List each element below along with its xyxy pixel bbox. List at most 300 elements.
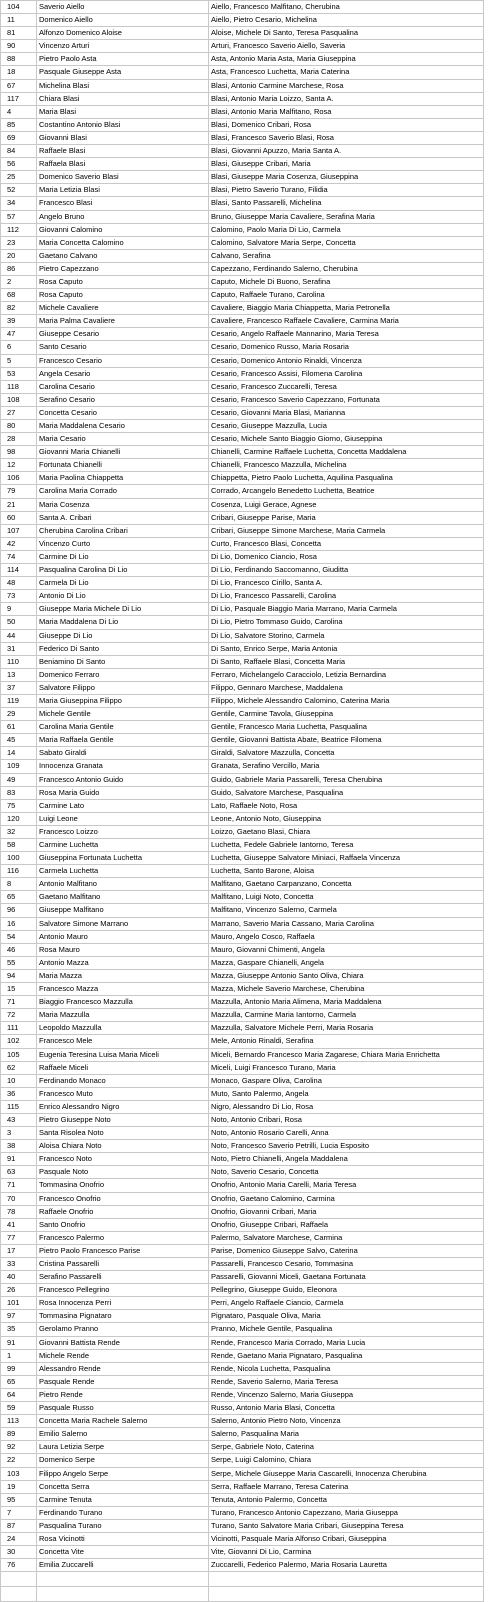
row-number-cell[interactable]: 78	[1, 1205, 37, 1218]
row-number-cell[interactable]: 9	[1, 603, 37, 616]
name-cell[interactable]: Emilia Zuccarelli	[37, 1559, 209, 1572]
parents-cell[interactable]: Blasi, Antonio Carmine Marchese, Rosa	[209, 79, 484, 92]
row-number-cell[interactable]: 103	[1, 1467, 37, 1480]
name-cell[interactable]: Tommasina Onofrio	[37, 1179, 209, 1192]
parents-cell[interactable]: Curto, Francesco Blasi, Concetta	[209, 537, 484, 550]
row-number-cell[interactable]: 46	[1, 943, 37, 956]
parents-cell[interactable]: Calomino, Salvatore Maria Serpe, Concetta	[209, 236, 484, 249]
row-number-cell[interactable]: 111	[1, 1022, 37, 1035]
name-cell[interactable]: Eugenia Teresina Luisa Maria Miceli	[37, 1048, 209, 1061]
row-number-cell[interactable]: 80	[1, 420, 37, 433]
parents-cell[interactable]: Muto, Santo Palermo, Angela	[209, 1087, 484, 1100]
parents-cell[interactable]: Luchetta, Giuseppe Salvatore Miniaci, Raffaela Vincenza	[209, 852, 484, 865]
name-cell[interactable]: Pasquale Russo	[37, 1402, 209, 1415]
row-number-cell[interactable]: 114	[1, 564, 37, 577]
parents-cell[interactable]: Tenuta, Antonio Palermo, Concetta	[209, 1493, 484, 1506]
parents-cell[interactable]: Di Lio, Francesco Cirillo, Santa A.	[209, 577, 484, 590]
row-number-cell[interactable]: 56	[1, 158, 37, 171]
row-number-cell[interactable]: 77	[1, 1231, 37, 1244]
name-cell[interactable]: Carmine Luchetta	[37, 839, 209, 852]
name-cell[interactable]: Pietro Capezzano	[37, 262, 209, 275]
name-cell[interactable]: Maria Cosenza	[37, 498, 209, 511]
row-number-cell[interactable]: 18	[1, 66, 37, 79]
parents-cell[interactable]: Di Lio, Ferdinando Saccomanno, Giuditta	[209, 564, 484, 577]
row-number-cell[interactable]: 16	[1, 917, 37, 930]
name-cell[interactable]: Pietro Rende	[37, 1388, 209, 1401]
row-number-cell[interactable]: 82	[1, 302, 37, 315]
name-cell[interactable]: Alfonzo Domenico Aloise	[37, 27, 209, 40]
name-cell[interactable]: Maria Concetta Calomino	[37, 236, 209, 249]
parents-cell[interactable]: Di Lio, Domenico Ciancio, Rosa	[209, 550, 484, 563]
parents-cell[interactable]: Onofrio, Giuseppe Cribari, Raffaela	[209, 1218, 484, 1231]
row-number-cell[interactable]: 21	[1, 498, 37, 511]
parents-cell[interactable]: Palermo, Salvatore Marchese, Carmina	[209, 1231, 484, 1244]
parents-cell[interactable]: Turano, Santo Salvatore Maria Cribari, Giuseppina Teresa	[209, 1519, 484, 1532]
row-number-cell[interactable]: 62	[1, 1061, 37, 1074]
name-cell[interactable]: Pasquale Giuseppe Asta	[37, 66, 209, 79]
row-number-cell[interactable]: 5	[1, 354, 37, 367]
row-number-cell[interactable]: 86	[1, 262, 37, 275]
parents-cell[interactable]: Calvano, Serafina	[209, 249, 484, 262]
row-number-cell[interactable]: 102	[1, 1035, 37, 1048]
name-cell[interactable]: Luigi Leone	[37, 812, 209, 825]
row-number-cell[interactable]: 7	[1, 1506, 37, 1519]
row-number-cell[interactable]: 23	[1, 236, 37, 249]
row-number-cell[interactable]: 101	[1, 1297, 37, 1310]
row-number-cell[interactable]: 73	[1, 590, 37, 603]
parents-cell[interactable]: Passarelli, Giovanni Miceli, Gaetana Fortunata	[209, 1271, 484, 1284]
row-number-cell[interactable]: 91	[1, 1153, 37, 1166]
name-cell[interactable]: Antonio Malfitano	[37, 878, 209, 891]
parents-cell[interactable]: Rende, Nicola Luchetta, Pasqualina	[209, 1362, 484, 1375]
name-cell[interactable]: Angela Cesario	[37, 367, 209, 380]
row-number-cell[interactable]: 52	[1, 184, 37, 197]
parents-cell[interactable]: Monaco, Gaspare Oliva, Carolina	[209, 1074, 484, 1087]
parents-cell[interactable]: Aiello, Pietro Cesario, Michelina	[209, 14, 484, 27]
parents-cell[interactable]: Gentile, Francesco Maria Luchetta, Pasqualina	[209, 721, 484, 734]
row-number-cell[interactable]: 106	[1, 472, 37, 485]
name-cell[interactable]: Santa A. Cribari	[37, 511, 209, 524]
name-cell[interactable]: Maria Cesario	[37, 433, 209, 446]
row-number-cell[interactable]: 47	[1, 328, 37, 341]
row-number-cell[interactable]: 69	[1, 131, 37, 144]
name-cell[interactable]: Gaetano Calvano	[37, 249, 209, 262]
parents-cell[interactable]: Mazzulla, Carmine Maria Iantorno, Carmela	[209, 1009, 484, 1022]
parents-cell[interactable]: Filippo, Michele Alessandro Calomino, Caterina Maria	[209, 694, 484, 707]
name-cell[interactable]: Santo Cesario	[37, 341, 209, 354]
parents-cell[interactable]: Noto, Antonio Cribari, Rosa	[209, 1113, 484, 1126]
parents-cell[interactable]: Miceli, Luigi Francesco Turano, Maria	[209, 1061, 484, 1074]
name-cell[interactable]: Maria Raffaela Gentile	[37, 734, 209, 747]
parents-cell[interactable]: Corrado, Arcangelo Benedetto Luchetta, Beatrice	[209, 485, 484, 498]
parents-cell[interactable]: Rende, Gaetano Maria Pignataro, Pasqualina	[209, 1349, 484, 1362]
parents-cell[interactable]: Turano, Francesco Antonio Capezzano, Maria Giuseppa	[209, 1506, 484, 1519]
parents-cell[interactable]: Mazza, Giuseppe Antonio Santo Oliva, Chiara	[209, 969, 484, 982]
parents-cell[interactable]: Cesario, Francesco Assisi, Filomena Carolina	[209, 367, 484, 380]
row-number-cell[interactable]: 4	[1, 105, 37, 118]
parents-cell[interactable]: Malfitano, Vincenzo Salerno, Carmela	[209, 904, 484, 917]
parents-cell[interactable]: Cribari, Giuseppe Simone Marchese, Maria Carmela	[209, 524, 484, 537]
parents-cell[interactable]: Blasi, Giovanni Apuzzo, Maria Santa A.	[209, 145, 484, 158]
row-number-cell[interactable]: 29	[1, 708, 37, 721]
name-cell[interactable]: Antonio Di Lio	[37, 590, 209, 603]
name-cell[interactable]: Innocenza Granata	[37, 760, 209, 773]
row-number-cell[interactable]: 24	[1, 1532, 37, 1545]
name-cell[interactable]: Raffaele Onofrio	[37, 1205, 209, 1218]
name-cell[interactable]: Saverio Aiello	[37, 1, 209, 14]
parents-cell[interactable]: Noto, Francesco Saverio Petrilli, Lucia Esposito	[209, 1140, 484, 1153]
row-number-cell[interactable]: 96	[1, 904, 37, 917]
name-cell[interactable]: Francesco Noto	[37, 1153, 209, 1166]
name-cell[interactable]: Giovanni Maria Chianelli	[37, 446, 209, 459]
name-cell[interactable]: Concetta Serra	[37, 1480, 209, 1493]
row-number-cell[interactable]: 99	[1, 1362, 37, 1375]
name-cell[interactable]: Michele Cavaliere	[37, 302, 209, 315]
row-number-cell[interactable]: 90	[1, 40, 37, 53]
parents-cell[interactable]: Zuccarelli, Federico Palermo, Maria Rosaria Lauretta	[209, 1559, 484, 1572]
name-cell[interactable]: Carmela Di Lio	[37, 577, 209, 590]
name-cell[interactable]: Raffaele Miceli	[37, 1061, 209, 1074]
name-cell[interactable]: Michele Gentile	[37, 708, 209, 721]
row-number-cell[interactable]: 83	[1, 786, 37, 799]
row-number-cell[interactable]: 81	[1, 27, 37, 40]
parents-cell[interactable]: Chianelli, Carmine Raffaele Luchetta, Concetta Maddalena	[209, 446, 484, 459]
name-cell[interactable]: Emilio Salerno	[37, 1428, 209, 1441]
parents-cell[interactable]: Aiello, Francesco Malfitano, Cherubina	[209, 1, 484, 14]
row-number-cell[interactable]: 61	[1, 721, 37, 734]
name-cell[interactable]: Francesco Cesario	[37, 354, 209, 367]
parents-cell[interactable]: Nigro, Alessandro Di Lio, Rosa	[209, 1100, 484, 1113]
parents-cell[interactable]: Vicinotti, Pasquale Maria Alfonso Cribari, Giuseppina	[209, 1532, 484, 1545]
parents-cell[interactable]: Marrano, Saverio Maria Cassano, Maria Carolina	[209, 917, 484, 930]
name-cell[interactable]: Giuseppe Di Lio	[37, 629, 209, 642]
parents-cell[interactable]: Mazza, Gaspare Chianelli, Angela	[209, 956, 484, 969]
name-cell[interactable]: Michelina Blasi	[37, 79, 209, 92]
row-number-cell[interactable]: 71	[1, 996, 37, 1009]
name-cell[interactable]: Pasquale Rende	[37, 1375, 209, 1388]
name-cell[interactable]: Carolina Maria Gentile	[37, 721, 209, 734]
row-number-cell[interactable]: 104	[1, 1, 37, 14]
empty-cell[interactable]	[209, 1572, 484, 1587]
name-cell[interactable]: Pietro Giuseppe Noto	[37, 1113, 209, 1126]
parents-cell[interactable]: Blasi, Pietro Saverio Turano, Filidia	[209, 184, 484, 197]
name-cell[interactable]: Concetta Vite	[37, 1546, 209, 1559]
parents-cell[interactable]: Leone, Antonio Noto, Giuseppina	[209, 812, 484, 825]
row-number-cell[interactable]: 67	[1, 79, 37, 92]
parents-cell[interactable]: Di Santo, Enrico Serpe, Maria Antonia	[209, 642, 484, 655]
parents-cell[interactable]: Calomino, Paolo Maria Di Lio, Carmela	[209, 223, 484, 236]
name-cell[interactable]: Maria Palma Cavaliere	[37, 315, 209, 328]
parents-cell[interactable]: Onofrio, Gaetano Calomino, Carmina	[209, 1192, 484, 1205]
row-number-cell[interactable]: 39	[1, 315, 37, 328]
row-number-cell[interactable]: 1	[1, 1349, 37, 1362]
row-number-cell[interactable]: 19	[1, 1480, 37, 1493]
name-cell[interactable]: Maria Letizia Blasi	[37, 184, 209, 197]
name-cell[interactable]: Maria Paolina Chiappetta	[37, 472, 209, 485]
parents-cell[interactable]: Cosenza, Luigi Gerace, Agnese	[209, 498, 484, 511]
name-cell[interactable]: Maria Mazzulla	[37, 1009, 209, 1022]
name-cell[interactable]: Rosa Maria Guido	[37, 786, 209, 799]
name-cell[interactable]: Leopoldo Mazzulla	[37, 1022, 209, 1035]
parents-cell[interactable]: Di Lio, Pasquale Biaggio Maria Marrano, Maria Carmela	[209, 603, 484, 616]
parents-cell[interactable]: Rende, Vincenzo Salerno, Maria Giuseppa	[209, 1388, 484, 1401]
name-cell[interactable]: Carolina Maria Corrado	[37, 485, 209, 498]
parents-cell[interactable]: Cavaliere, Francesco Raffaele Cavaliere, Carmina Maria	[209, 315, 484, 328]
row-number-cell[interactable]: 85	[1, 118, 37, 131]
row-number-cell[interactable]: 49	[1, 773, 37, 786]
parents-cell[interactable]: Cesario, Giuseppe Mazzulla, Lucia	[209, 420, 484, 433]
name-cell[interactable]: Pasqualina Turano	[37, 1519, 209, 1532]
name-cell[interactable]: Giovanni Calomino	[37, 223, 209, 236]
parents-cell[interactable]: Onofrio, Antonio Maria Carelli, Maria Teresa	[209, 1179, 484, 1192]
name-cell[interactable]: Maria Maddalena Di Lio	[37, 616, 209, 629]
name-cell[interactable]: Carmela Luchetta	[37, 865, 209, 878]
parents-cell[interactable]: Blasi, Antonio Maria Malfitano, Rosa	[209, 105, 484, 118]
row-number-cell[interactable]: 95	[1, 1493, 37, 1506]
parents-cell[interactable]: Rende, Saverio Salerno, Maria Teresa	[209, 1375, 484, 1388]
parents-cell[interactable]: Passarelli, Francesco Cesario, Tommasina	[209, 1258, 484, 1271]
parents-cell[interactable]: Blasi, Santo Passarelli, Michelina	[209, 197, 484, 210]
name-cell[interactable]: Pietro Paolo Francesco Parise	[37, 1244, 209, 1257]
row-number-cell[interactable]: 50	[1, 616, 37, 629]
name-cell[interactable]: Gerolamo Pranno	[37, 1323, 209, 1336]
parents-cell[interactable]: Lato, Raffaele Noto, Rosa	[209, 799, 484, 812]
name-cell[interactable]: Pasquale Noto	[37, 1166, 209, 1179]
parents-cell[interactable]: Di Lio, Pietro Tommaso Guido, Carolina	[209, 616, 484, 629]
parents-cell[interactable]: Noto, Pietro Chianelli, Angela Maddalena	[209, 1153, 484, 1166]
name-cell[interactable]: Santo Onofrio	[37, 1218, 209, 1231]
parents-cell[interactable]: Granata, Serafino Vercillo, Maria	[209, 760, 484, 773]
row-number-cell[interactable]: 63	[1, 1166, 37, 1179]
row-number-cell[interactable]: 41	[1, 1218, 37, 1231]
row-number-cell[interactable]: 110	[1, 655, 37, 668]
name-cell[interactable]: Rosa Caputo	[37, 275, 209, 288]
row-number-cell[interactable]: 20	[1, 249, 37, 262]
name-cell[interactable]: Costantino Antonio Blasi	[37, 118, 209, 131]
row-number-cell[interactable]: 3	[1, 1127, 37, 1140]
name-cell[interactable]: Pietro Paolo Asta	[37, 53, 209, 66]
row-number-cell[interactable]: 37	[1, 681, 37, 694]
name-cell[interactable]: Enrico Alessandro Nigro	[37, 1100, 209, 1113]
parents-cell[interactable]: Cesario, Angelo Raffaele Mannarino, Maria Teresa	[209, 328, 484, 341]
row-number-cell[interactable]: 72	[1, 1009, 37, 1022]
parents-cell[interactable]: Miceli, Bernardo Francesco Maria Zagarese, Chiara Maria Enrichetta	[209, 1048, 484, 1061]
name-cell[interactable]: Francesco Onofrio	[37, 1192, 209, 1205]
name-cell[interactable]: Maria Blasi	[37, 105, 209, 118]
parents-cell[interactable]: Mele, Antonio Rinaldi, Serafina	[209, 1035, 484, 1048]
row-number-cell[interactable]: 64	[1, 1388, 37, 1401]
parents-cell[interactable]: Gentile, Carmine Tavola, Giuseppina	[209, 708, 484, 721]
row-number-cell[interactable]: 54	[1, 930, 37, 943]
parents-cell[interactable]: Malfitano, Gaetano Carpanzano, Concetta	[209, 878, 484, 891]
parents-cell[interactable]: Vite, Giovanni Di Lio, Carmina	[209, 1546, 484, 1559]
name-cell[interactable]: Salvatore Simone Marrano	[37, 917, 209, 930]
row-number-cell[interactable]: 48	[1, 577, 37, 590]
name-cell[interactable]: Filippo Angelo Serpe	[37, 1467, 209, 1480]
row-number-cell[interactable]: 97	[1, 1310, 37, 1323]
name-cell[interactable]: Antonio Mauro	[37, 930, 209, 943]
parents-cell[interactable]: Blasi, Giuseppe Cribari, Maria	[209, 158, 484, 171]
parents-cell[interactable]: Rende, Francesco Maria Corrado, Maria Lucia	[209, 1336, 484, 1349]
name-cell[interactable]: Giuseppe Cesario	[37, 328, 209, 341]
parents-cell[interactable]: Blasi, Francesco Saverio Blasi, Rosa	[209, 131, 484, 144]
name-cell[interactable]: Carolina Cesario	[37, 380, 209, 393]
row-number-cell[interactable]: 58	[1, 839, 37, 852]
row-number-cell[interactable]: 65	[1, 1375, 37, 1388]
name-cell[interactable]: Fortunata Chianelli	[37, 459, 209, 472]
row-number-cell[interactable]: 74	[1, 550, 37, 563]
parents-cell[interactable]: Russo, Antonio Maria Blasi, Concetta	[209, 1402, 484, 1415]
name-cell[interactable]: Santa Risolea Noto	[37, 1127, 209, 1140]
row-number-cell[interactable]: 22	[1, 1454, 37, 1467]
row-number-cell[interactable]: 115	[1, 1100, 37, 1113]
row-number-cell[interactable]: 36	[1, 1087, 37, 1100]
row-number-cell[interactable]: 87	[1, 1519, 37, 1532]
name-cell[interactable]: Alessandro Rende	[37, 1362, 209, 1375]
parents-cell[interactable]: Caputo, Raffaele Turano, Carolina	[209, 289, 484, 302]
row-number-cell[interactable]: 92	[1, 1441, 37, 1454]
parents-cell[interactable]: Perri, Angelo Raffaele Ciancio, Carmela	[209, 1297, 484, 1310]
row-number-cell[interactable]: 26	[1, 1284, 37, 1297]
parents-cell[interactable]: Capezzano, Ferdinando Salerno, Cherubina	[209, 262, 484, 275]
row-number-cell[interactable]: 75	[1, 799, 37, 812]
row-number-cell[interactable]: 43	[1, 1113, 37, 1126]
name-cell[interactable]: Domenico Saverio Blasi	[37, 171, 209, 184]
name-cell[interactable]: Rosa Vicinotti	[37, 1532, 209, 1545]
parents-cell[interactable]: Giraldi, Salvatore Mazzulla, Concetta	[209, 747, 484, 760]
name-cell[interactable]: Federico Di Santo	[37, 642, 209, 655]
parents-cell[interactable]: Cavaliere, Biaggio Maria Chiappetta, Maria Petronella	[209, 302, 484, 315]
parents-cell[interactable]: Serra, Raffaele Marrano, Teresa Caterina	[209, 1480, 484, 1493]
parents-cell[interactable]: Salerno, Antonio Pietro Noto, Vincenza	[209, 1415, 484, 1428]
parents-cell[interactable]: Cesario, Francesco Saverio Capezzano, Fortunata	[209, 393, 484, 406]
name-cell[interactable]: Francesco Mazza	[37, 983, 209, 996]
parents-cell[interactable]: Di Santo, Raffaele Blasi, Concetta Maria	[209, 655, 484, 668]
name-cell[interactable]: Ferdinando Turano	[37, 1506, 209, 1519]
row-number-cell[interactable]: 88	[1, 53, 37, 66]
name-cell[interactable]: Maria Mazza	[37, 969, 209, 982]
parents-cell[interactable]: Mazzulla, Salvatore Michele Perri, Maria Rosaria	[209, 1022, 484, 1035]
parents-cell[interactable]: Mauro, Angelo Cosco, Raffaela	[209, 930, 484, 943]
name-cell[interactable]: Maria Maddalena Cesario	[37, 420, 209, 433]
name-cell[interactable]: Concetta Maria Rachele Salerno	[37, 1415, 209, 1428]
name-cell[interactable]: Angelo Bruno	[37, 210, 209, 223]
parents-cell[interactable]: Salerno, Pasqualina Maria	[209, 1428, 484, 1441]
name-cell[interactable]: Giuseppe Malfitano	[37, 904, 209, 917]
name-cell[interactable]: Raffaele Blasi	[37, 145, 209, 158]
parents-cell[interactable]: Di Lio, Francesco Passarelli, Carolina	[209, 590, 484, 603]
parents-cell[interactable]: Parise, Domenico Giuseppe Salvo, Caterina	[209, 1244, 484, 1257]
parents-cell[interactable]: Guido, Gabriele Maria Passarelli, Teresa Cherubina	[209, 773, 484, 786]
row-number-cell[interactable]: 44	[1, 629, 37, 642]
name-cell[interactable]: Maria Giuseppina Filippo	[37, 694, 209, 707]
empty-cell[interactable]	[1, 1572, 37, 1587]
row-number-cell[interactable]: 117	[1, 92, 37, 105]
row-number-cell[interactable]: 91	[1, 1336, 37, 1349]
parents-cell[interactable]: Arturi, Francesco Saverio Aiello, Saveria	[209, 40, 484, 53]
row-number-cell[interactable]: 53	[1, 367, 37, 380]
row-number-cell[interactable]: 107	[1, 524, 37, 537]
row-number-cell[interactable]: 30	[1, 1546, 37, 1559]
name-cell[interactable]: Domenico Serpe	[37, 1454, 209, 1467]
name-cell[interactable]: Ferdinando Monaco	[37, 1074, 209, 1087]
parents-cell[interactable]: Caputo, Michele Di Buono, Serafina	[209, 275, 484, 288]
parents-cell[interactable]: Noto, Antonio Rosario Carelli, Anna	[209, 1127, 484, 1140]
parents-cell[interactable]: Asta, Antonio Maria Asta, Maria Giuseppina	[209, 53, 484, 66]
name-cell[interactable]: Giuseppina Fortunata Luchetta	[37, 852, 209, 865]
row-number-cell[interactable]: 17	[1, 1244, 37, 1257]
row-number-cell[interactable]: 45	[1, 734, 37, 747]
name-cell[interactable]: Rosa Caputo	[37, 289, 209, 302]
name-cell[interactable]: Aloisa Chiara Noto	[37, 1140, 209, 1153]
name-cell[interactable]: Pasqualina Carolina Di Lio	[37, 564, 209, 577]
row-number-cell[interactable]: 15	[1, 983, 37, 996]
row-number-cell[interactable]: 35	[1, 1323, 37, 1336]
parents-cell[interactable]: Gentile, Giovanni Battista Abate, Beatrice Filomena	[209, 734, 484, 747]
parents-cell[interactable]: Blasi, Giuseppe Maria Cosenza, Giuseppina	[209, 171, 484, 184]
row-number-cell[interactable]: 71	[1, 1179, 37, 1192]
row-number-cell[interactable]: 11	[1, 14, 37, 27]
parents-cell[interactable]: Pranno, Michele Gentile, Pasqualina	[209, 1323, 484, 1336]
parents-cell[interactable]: Malfitano, Luigi Noto, Concetta	[209, 891, 484, 904]
name-cell[interactable]: Vincenzo Arturi	[37, 40, 209, 53]
row-number-cell[interactable]: 89	[1, 1428, 37, 1441]
row-number-cell[interactable]: 79	[1, 485, 37, 498]
row-number-cell[interactable]: 40	[1, 1271, 37, 1284]
parents-cell[interactable]: Mazzulla, Antonio Maria Alimena, Maria Maddalena	[209, 996, 484, 1009]
parents-cell[interactable]: Cesario, Michele Santo Biaggio Giorno, Giuseppina	[209, 433, 484, 446]
name-cell[interactable]: Francesco Mele	[37, 1035, 209, 1048]
name-cell[interactable]: Francesco Muto	[37, 1087, 209, 1100]
row-number-cell[interactable]: 25	[1, 171, 37, 184]
parents-cell[interactable]: Cesario, Domenico Russo, Maria Rosaria	[209, 341, 484, 354]
row-number-cell[interactable]: 33	[1, 1258, 37, 1271]
parents-cell[interactable]: Noto, Saverio Cesario, Concetta	[209, 1166, 484, 1179]
row-number-cell[interactable]: 31	[1, 642, 37, 655]
name-cell[interactable]: Francesco Loizzo	[37, 825, 209, 838]
empty-cell[interactable]	[37, 1572, 209, 1587]
parents-cell[interactable]: Serpe, Michele Giuseppe Maria Cascarelli, Innocenza Cherubina	[209, 1467, 484, 1480]
name-cell[interactable]: Carmine Lato	[37, 799, 209, 812]
row-number-cell[interactable]: 10	[1, 1074, 37, 1087]
row-number-cell[interactable]: 65	[1, 891, 37, 904]
name-cell[interactable]: Francesco Pellegrino	[37, 1284, 209, 1297]
row-number-cell[interactable]: 109	[1, 760, 37, 773]
row-number-cell[interactable]: 94	[1, 969, 37, 982]
name-cell[interactable]: Giovanni Battista Rende	[37, 1336, 209, 1349]
row-number-cell[interactable]: 68	[1, 289, 37, 302]
name-cell[interactable]: Biaggio Francesco Mazzulla	[37, 996, 209, 1009]
parents-cell[interactable]: Loizzo, Gaetano Blasi, Chiara	[209, 825, 484, 838]
parents-cell[interactable]: Ferraro, Michelangelo Caracciolo, Letizia Bernardina	[209, 668, 484, 681]
row-number-cell[interactable]: 12	[1, 459, 37, 472]
row-number-cell[interactable]: 84	[1, 145, 37, 158]
name-cell[interactable]: Francesco Palermo	[37, 1231, 209, 1244]
row-number-cell[interactable]: 28	[1, 433, 37, 446]
row-number-cell[interactable]: 34	[1, 197, 37, 210]
name-cell[interactable]: Laura Letizia Serpe	[37, 1441, 209, 1454]
parents-cell[interactable]: Chiappetta, Pietro Paolo Luchetta, Aquilina Pasqualina	[209, 472, 484, 485]
name-cell[interactable]: Gaetano Malfitano	[37, 891, 209, 904]
parents-cell[interactable]: Blasi, Antonio Maria Loizzo, Santa A.	[209, 92, 484, 105]
name-cell[interactable]: Antonio Mazza	[37, 956, 209, 969]
row-number-cell[interactable]: 38	[1, 1140, 37, 1153]
parents-cell[interactable]: Mazza, Michele Saverio Marchese, Cherubina	[209, 983, 484, 996]
parents-cell[interactable]: Filippo, Gennaro Marchese, Maddalena	[209, 681, 484, 694]
parents-cell[interactable]: Onofrio, Giovanni Cribari, Maria	[209, 1205, 484, 1218]
parents-cell[interactable]: Cesario, Domenico Antonio Rinaldi, Vincenza	[209, 354, 484, 367]
name-cell[interactable]: Rosa Mauro	[37, 943, 209, 956]
